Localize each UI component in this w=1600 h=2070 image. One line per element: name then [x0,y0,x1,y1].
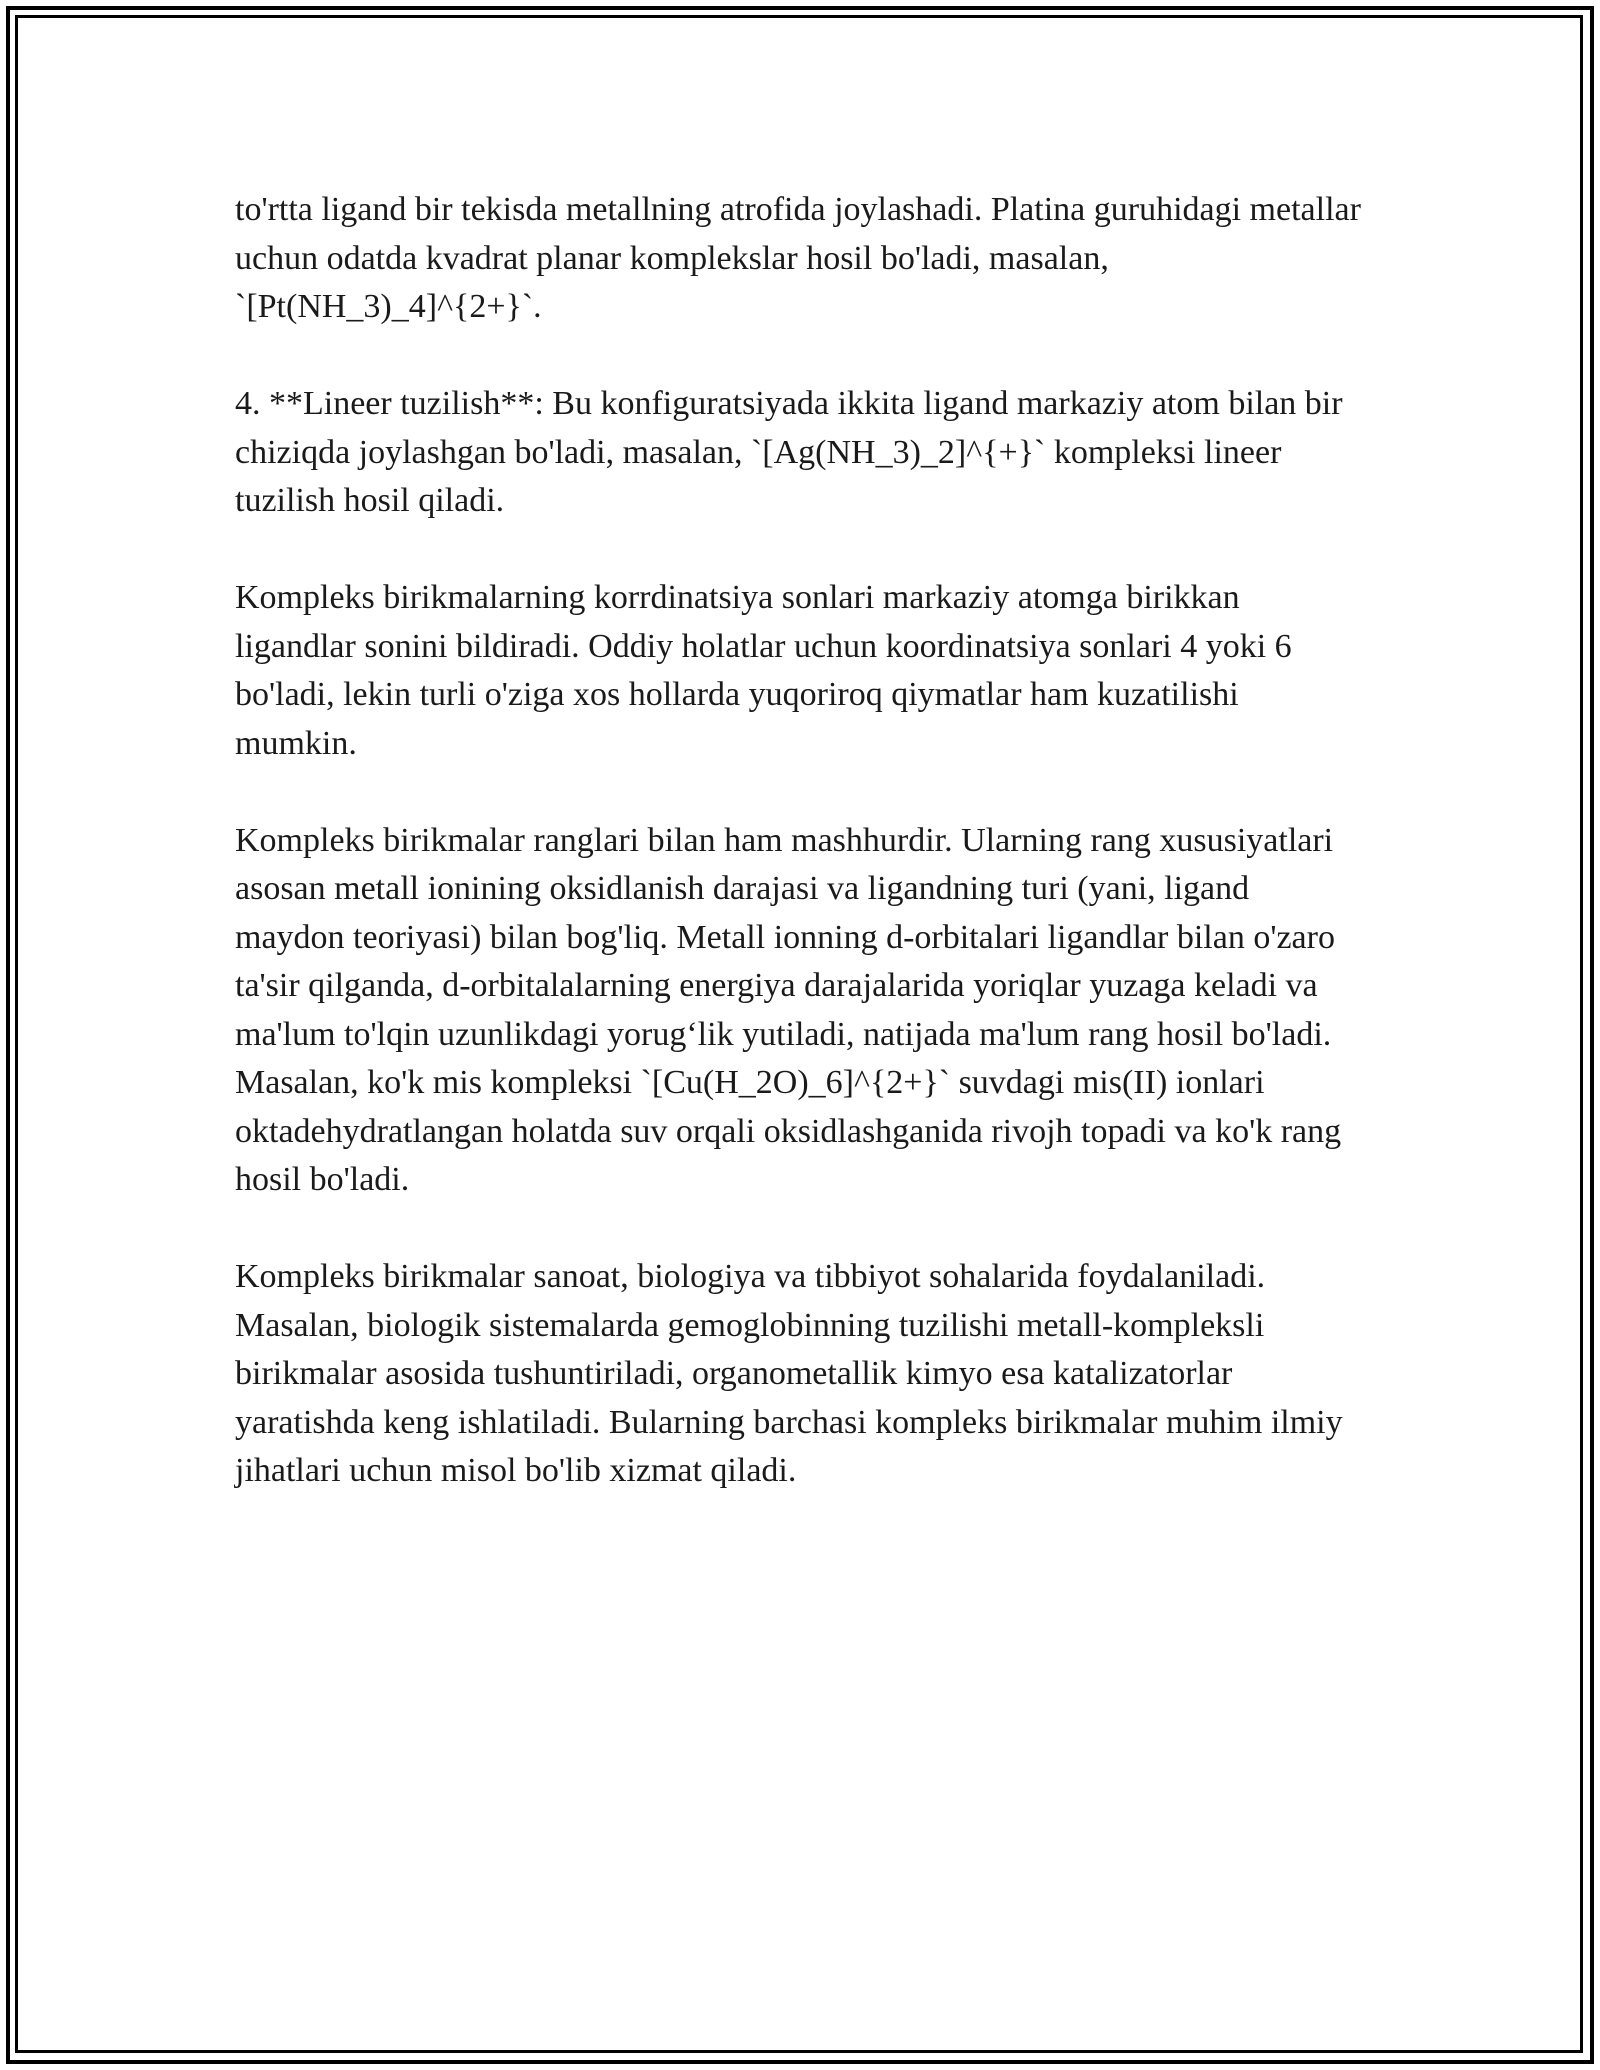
paragraph-square-planar: to'rtta ligand bir tekisda metallning atrofida joylashadi. Platina guruhidagi metallar uchun odatda kvadrat planar komplekslar hosil bo'ladi, masalan, `[Pt(NH_3)_4]^{2+}`. [235,191,1361,325]
paragraph-linear-structure: 4. **Lineer tuzilish**: Bu konfiguratsiyada ikkita ligand markaziy atom bilan bir chiziqda joylashgan bo'ladi, masalan, `[Ag(NH_3)_2]^{+}` kompleksi lineer tuzilish hosil qiladi. [235,385,1343,519]
document-body [235,186,1365,1496]
paragraph-coordination-numbers: Kompleks birikmalarning korrdinatsiya sonlari markaziy atomga birikkan ligandlar sonini bildiradi. Oddiy holatlar uchun koordinatsiya sonlari 4 yoki 6 bo'ladi, lekin turli o'ziga xos hollarda yuqoriroq qiymatlar ham kuzatilishi mumkin. [235,579,1292,762]
paragraph-applications: Kompleks birikmalar sanoat, biologiya va tibbiyot sohalarida foydalaniladi. Masalan, biologik sistemalarda gemoglobinning tuzilishi metall-kompleksli birikmalar asosida tushuntiriladi, organometallik kimyo esa katalizatorlar yaratishda keng ishlatiladi. Bularning barchasi kompleks birikmalar muhim ilmiy jihatlari uchun misol bo'lib xizmat qiladi. [235,1258,1343,1489]
paragraph-colors: Kompleks birikmalar ranglari bilan ham mashhurdir. Ularning rang xususiyatlari asosan metall ionining oksidlanish darajasi va ligandning turi (yani, ligand maydon teoriyasi) bilan bog'liq. Metall ionning d-orbitalari ligandlar bilan o'zaro ta'sir qilganda, d-orbitalalarning energiya darajalarida yoriqlar yuzaga keladi va ma'lum to'lqin uzunlikdagi yorug‘lik yutiladi, natijada ma'lum rang hosil bo'ladi. Masalan, ko'k mis kompleksi `[Cu(H_2O)_6]^{2+}` suvdagi mis(II) ionlari oktadehydratlangan holatda suv orqali oksidlashganida rivojh topadi va ko'k rang hosil bo'ladi. [235,821,1342,1198]
